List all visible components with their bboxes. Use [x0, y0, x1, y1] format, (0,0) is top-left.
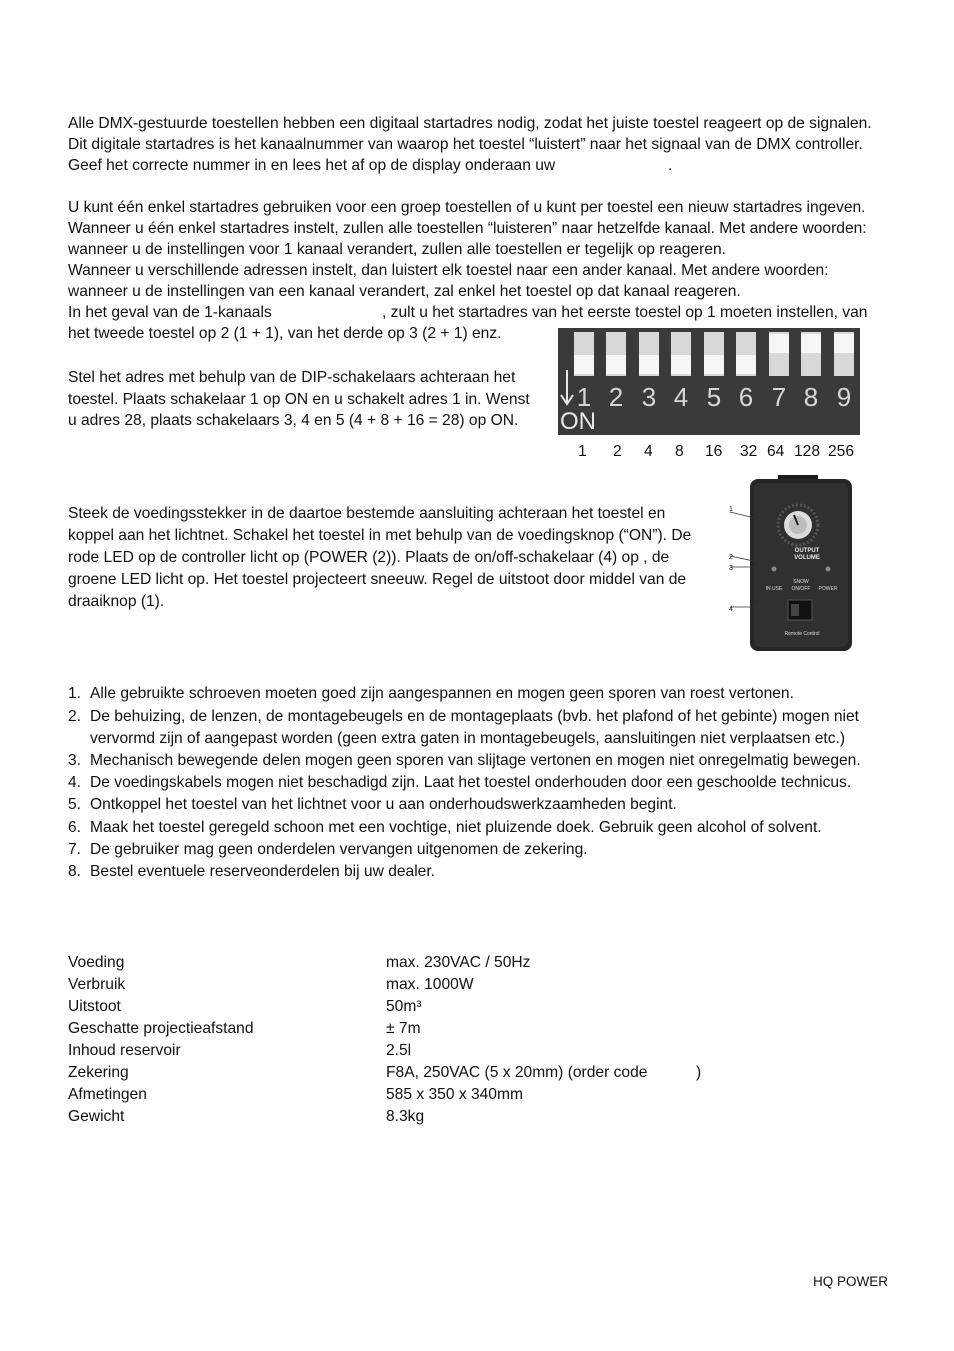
intro-dot: .: [668, 157, 673, 174]
dip-number: 2: [608, 382, 624, 412]
dip-line-3: u adres 28, plaats schakelaars 3, 4 en 5 (4 + 8 + 16 = 28) op ON.: [68, 412, 519, 429]
dip-weight: 8: [675, 443, 684, 460]
svg-text:OUTPUT: OUTPUT: [794, 548, 820, 554]
para2-line-3: wanneer u de instellingen voor 1 kanaal verandert, zullen alle toestellen er tegelijk op reageren.: [68, 241, 726, 258]
dip-weight: 1: [578, 443, 587, 460]
para2-line-1: U kunt één enkel startadres gebruiken voor een groep toestellen of u kunt per toestel een nieuw startadres ingeven.: [68, 199, 866, 216]
dip-number: 6: [738, 382, 754, 412]
spec-value: ± 7m: [386, 1020, 421, 1037]
dip-switch-3: [639, 332, 659, 376]
operation-line-5: draaiknop (1).: [68, 593, 165, 610]
dip-number: 1: [576, 382, 592, 412]
spec-value: 50m³: [386, 998, 422, 1015]
operation-line-2: koppel aan het lichtnet. Schakel het toestel in met behulp van de voedingsknop (“ON”). De: [68, 527, 692, 544]
svg-text:Remote Control: Remote Control: [784, 631, 820, 637]
spec-value: F8A, 250VAC (5 x 20mm) (order code: [386, 1064, 648, 1081]
callout-2: 2: [729, 554, 733, 561]
dip-weight: 64: [767, 443, 785, 460]
spec-label: Gewicht: [68, 1108, 125, 1125]
svg-text:ON/OFF: ON/OFF: [791, 586, 811, 592]
spec-label: Verbruik: [68, 976, 126, 993]
spec-label: Uitstoot: [68, 998, 121, 1015]
dip-number: 9: [836, 382, 852, 412]
footer-brand: HQ POWER: [813, 1274, 889, 1289]
para2-line-2: Wanneer u één enkel startadres instelt, zullen alle toestellen “luisteren” naar hetzelfde kanaal. Met andere woorden:: [68, 220, 867, 237]
intro-line-3: Geef het correcte nummer in en lees het af op de display onderaan uw: [68, 157, 556, 174]
list-item: 6. Maak het toestel geregeld schoon met een vochtige, niet pluizende doek. Gebruik geen alcohol of solvent.: [68, 819, 822, 836]
spec-value: 2.5l: [386, 1042, 412, 1059]
remote-controller-image: [728, 475, 858, 653]
spec-value-suffix: ): [696, 1064, 702, 1081]
dip-switch-4: [671, 332, 691, 376]
dip-switch-1: [574, 332, 594, 376]
dip-on-label: ON: [560, 408, 596, 435]
dip-switch-2: [606, 332, 626, 376]
dip-switch-8: [801, 332, 821, 376]
callout-1: 1: [729, 506, 733, 513]
intro-line-1: Alle DMX-gestuurde toestellen hebben een digitaal startadres nodig, zodat het juiste toestel reageert op de signalen.: [68, 115, 872, 132]
spec-value: 585 x 350 x 340mm: [386, 1086, 523, 1103]
dip-line-1: Stel het adres met behulp van de DIP-schakelaars achteraan het: [68, 369, 516, 386]
callout-4: 4: [729, 606, 733, 613]
dip-number: 8: [803, 382, 819, 412]
dip-weight: 16: [705, 443, 723, 460]
operation-line-3: rode LED op de controller licht op (POWER (2)). Plaats de on/off-schakelaar (4) op , de: [68, 549, 670, 566]
dip-switch-image: [558, 328, 860, 435]
callout-3: 3: [729, 565, 733, 572]
dip-weight: 4: [644, 443, 653, 460]
svg-text:POWER: POWER: [818, 586, 838, 592]
list-item: 7. De gebruiker mag geen onderdelen vervangen uitgenomen de zekering.: [68, 841, 588, 858]
spec-label: Afmetingen: [68, 1086, 147, 1103]
operation-line-1: Steek de voedingsstekker in de daartoe bestemde aansluiting achteraan het toestel en: [68, 505, 666, 522]
spec-label: Zekering: [68, 1064, 129, 1081]
spec-label: Geschatte projectieafstand: [68, 1020, 254, 1037]
spec-value: max. 1000W: [386, 976, 474, 993]
spec-value: max. 230VAC / 50Hz: [386, 954, 531, 971]
dip-number: 5: [706, 382, 722, 412]
list-item: 4. De voedingskabels mogen niet beschadigd zijn. Laat het toestel onderhouden door een geschoolde technicus.: [68, 774, 852, 791]
dip-switch-5: [704, 332, 724, 376]
spec-value: 8.3kg: [386, 1108, 425, 1125]
list-item: 2. De behuizing, de lenzen, de montagebeugels en de montageplaats (bvb. het plafond of het gebinte) mogen niet: [68, 708, 859, 725]
list-item: 3. Mechanisch bewegende delen mogen geen sporen van slijtage vertonen en mogen niet onregelmatig bewegen.: [68, 752, 861, 769]
dip-number: 3: [641, 382, 657, 412]
svg-text:VOLUME: VOLUME: [794, 555, 820, 561]
operation-line-4: groene LED licht op. Het toestel projecteert sneeuw. Regel de uitstoot door middel van de: [68, 571, 687, 588]
dip-weight: 32: [740, 443, 758, 460]
list-item: 5. Ontkoppel het toestel van het lichtnet voor u aan onderhoudswerkzaamheden begint.: [68, 796, 677, 813]
power-led-icon: [826, 567, 831, 572]
spec-label: Inhoud reservoir: [68, 1042, 181, 1059]
spec-label: Voeding: [68, 954, 125, 971]
dip-number: 7: [771, 382, 787, 412]
svg-text:SNOW: SNOW: [793, 579, 809, 585]
list-item: 1. Alle gebruikte schroeven moeten goed zijn aangespannen en mogen geen sporen van roest vertonen.: [68, 685, 794, 702]
para3-part-b: , zult u het startadres van het eerste toestel op 1 moeten instellen, van: [382, 304, 868, 321]
in-use-led-icon: [772, 567, 777, 572]
dip-switch-7: [769, 332, 789, 376]
list-item: vervormd zijn of aangepast worden (geen extra gaten in montagebeugels, aansluitingen niet verplaatsen etc.): [90, 730, 846, 747]
para2-line-5: wanneer u de instellingen van een kanaal verandert, zal enkel het toestel op dat kanaal reageren.: [68, 283, 741, 300]
dip-weight: 256: [828, 443, 855, 460]
dip-number: 4: [673, 382, 689, 412]
dip-switch-9: [834, 332, 854, 376]
dip-weight: 2: [613, 443, 622, 460]
dip-line-2: toestel. Plaats schakelaar 1 op ON en u schakelt adres 1 in. Wenst: [68, 391, 530, 408]
para3-part-a: In het geval van de 1-kanaals: [68, 304, 272, 321]
svg-text:IN USE: IN USE: [765, 586, 783, 592]
para2-line-4: Wanneer u verschillende adressen instelt, dan luistert elk toestel naar een ander kanaal. Met andere woorden:: [68, 262, 829, 279]
para3-line-2: het tweede toestel op 2 (1 + 1), van het derde op 3 (2 + 1) enz.: [68, 325, 502, 342]
dip-switch-6: [736, 332, 756, 376]
dip-weight: 128: [794, 443, 821, 460]
intro-line-2: Dit digitale startadres is het kanaalnummer van waarop het toestel “luistert” naar het signaal van de DMX controller.: [68, 136, 863, 153]
list-item: 8. Bestel eventuele reserveonderdelen bij uw dealer.: [68, 863, 436, 880]
